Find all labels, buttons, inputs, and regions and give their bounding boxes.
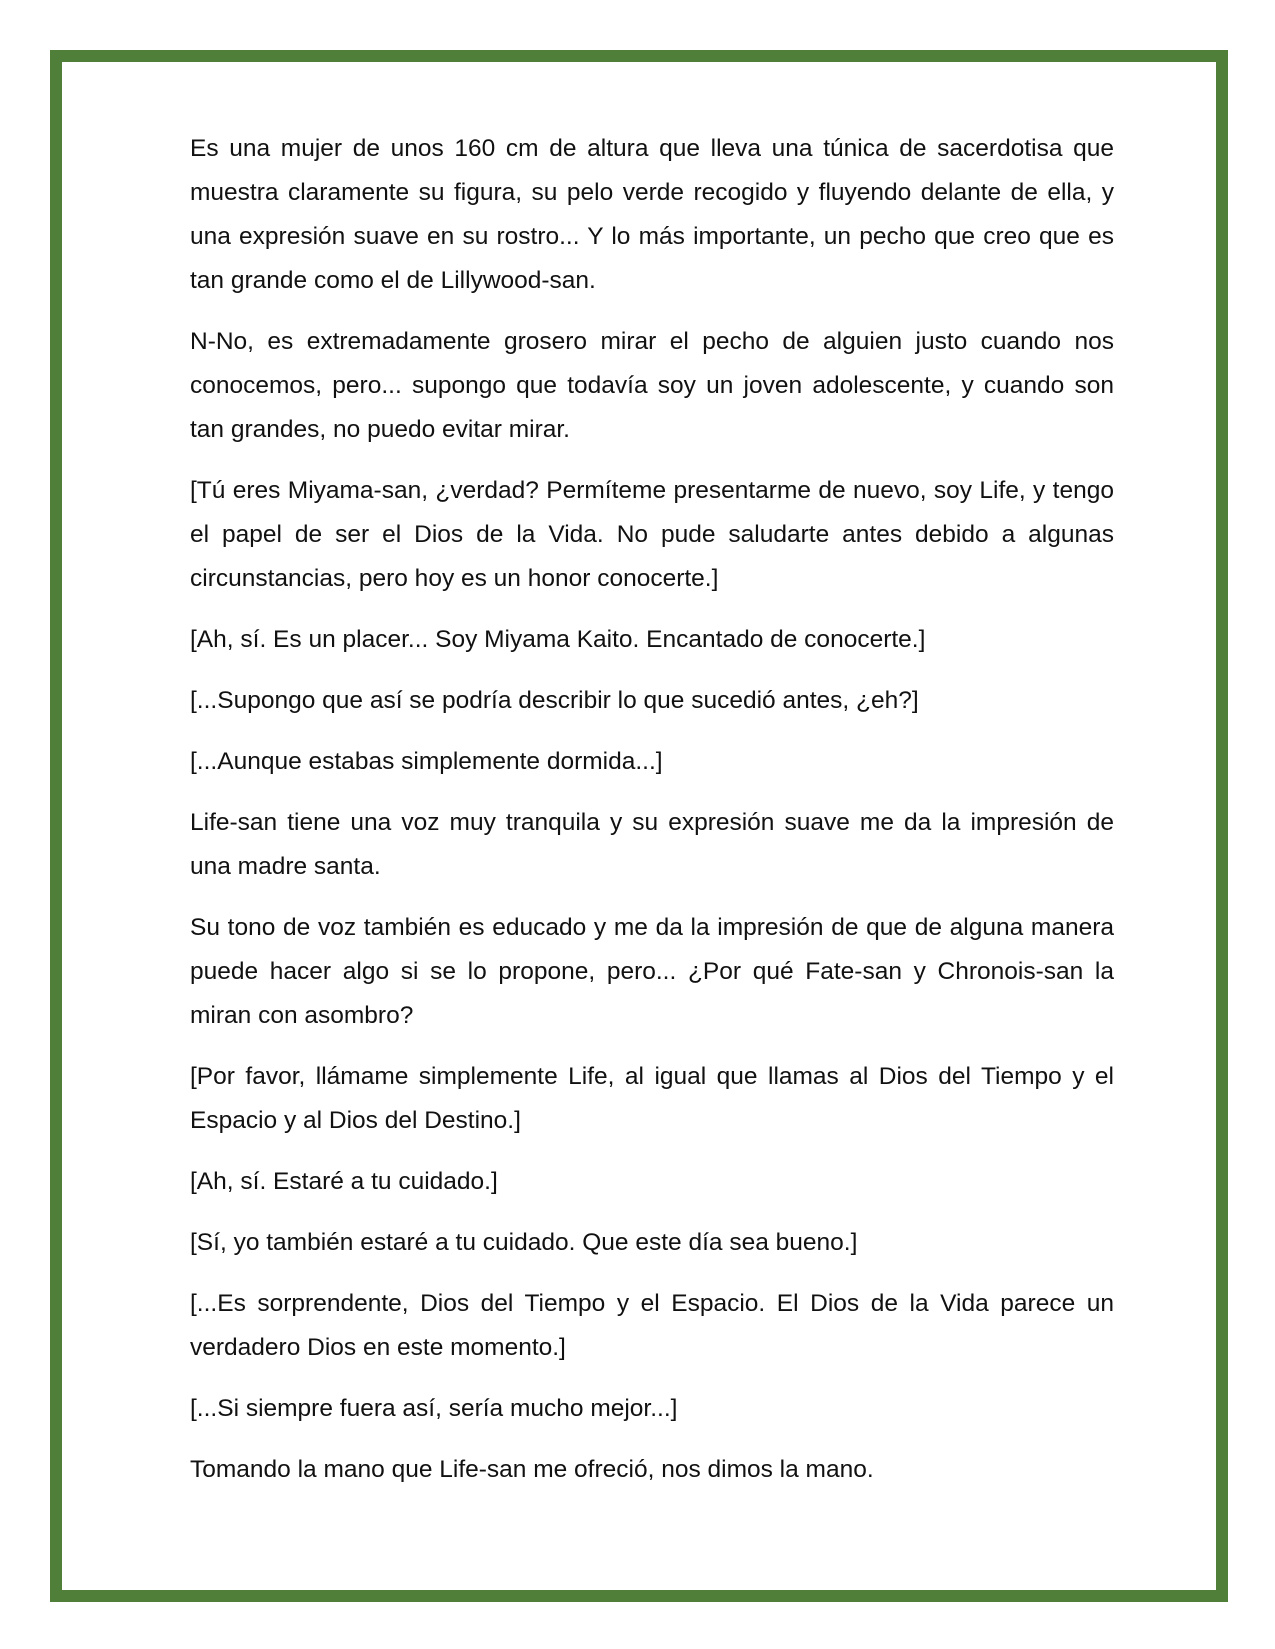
paragraph: [...Supongo que así se podría describir lo que sucedió antes, ¿eh?]	[190, 687, 919, 714]
paragraph: [Tú eres Miyama-san, ¿verdad? Permíteme presentarme de nuevo, soy Life, y tengo el papel de ser el Dios de la Vida. No pude saludarte antes debido a algunas circunstancias, pero hoy es un honor conocerte.]	[190, 477, 1114, 592]
paragraph: [Sí, yo también estaré a tu cuidado. Que este día sea bueno.]	[190, 1229, 858, 1256]
paragraph: N-No, es extremadamente grosero mirar el pecho de alguien justo cuando nos conocemos, pero... supongo que todavía soy un joven adolescente, y cuando son tan grandes, no puedo evitar mirar.	[190, 328, 1114, 443]
paragraph: [Por favor, llámame simplemente Life, al igual que llamas al Dios del Tiempo y el Espacio y al Dios del Destino.]	[190, 1063, 1114, 1134]
paragraph: [...Si siempre fuera así, sería mucho mejor...]	[190, 1395, 678, 1422]
page-border	[50, 50, 1228, 1602]
paragraph: Life-san tiene una voz muy tranquila y su expresión suave me da la impresión de una madre santa.	[190, 809, 1114, 880]
document-text	[190, 127, 1114, 1509]
paragraph: [...Es sorprendente, Dios del Tiempo y el Espacio. El Dios de la Vida parece un verdadero Dios en este momento.]	[190, 1290, 1114, 1361]
paragraph: [Ah, sí. Estaré a tu cuidado.]	[190, 1168, 498, 1195]
paragraph: Es una mujer de unos 160 cm de altura que lleva una túnica de sacerdotisa que muestra claramente su figura, su pelo verde recogido y fluyendo delante de ella, y una expresión suave en su rostro... Y lo más importante, un pecho que creo que es tan grande como el de Lillywood-san.	[190, 135, 1114, 294]
paragraph: [...Aunque estabas simplemente dormida...]	[190, 748, 663, 775]
paragraph: Su tono de voz también es educado y me da la impresión de que de alguna manera puede hacer algo si se lo propone, pero... ¿Por qué Fate-san y Chronois-san la miran con asombro?	[190, 914, 1114, 1029]
paragraph: [Ah, sí. Es un placer... Soy Miyama Kaito. Encantado de conocerte.]	[190, 626, 926, 653]
paragraph: Tomando la mano que Life-san me ofreció, nos dimos la mano.	[190, 1456, 874, 1483]
